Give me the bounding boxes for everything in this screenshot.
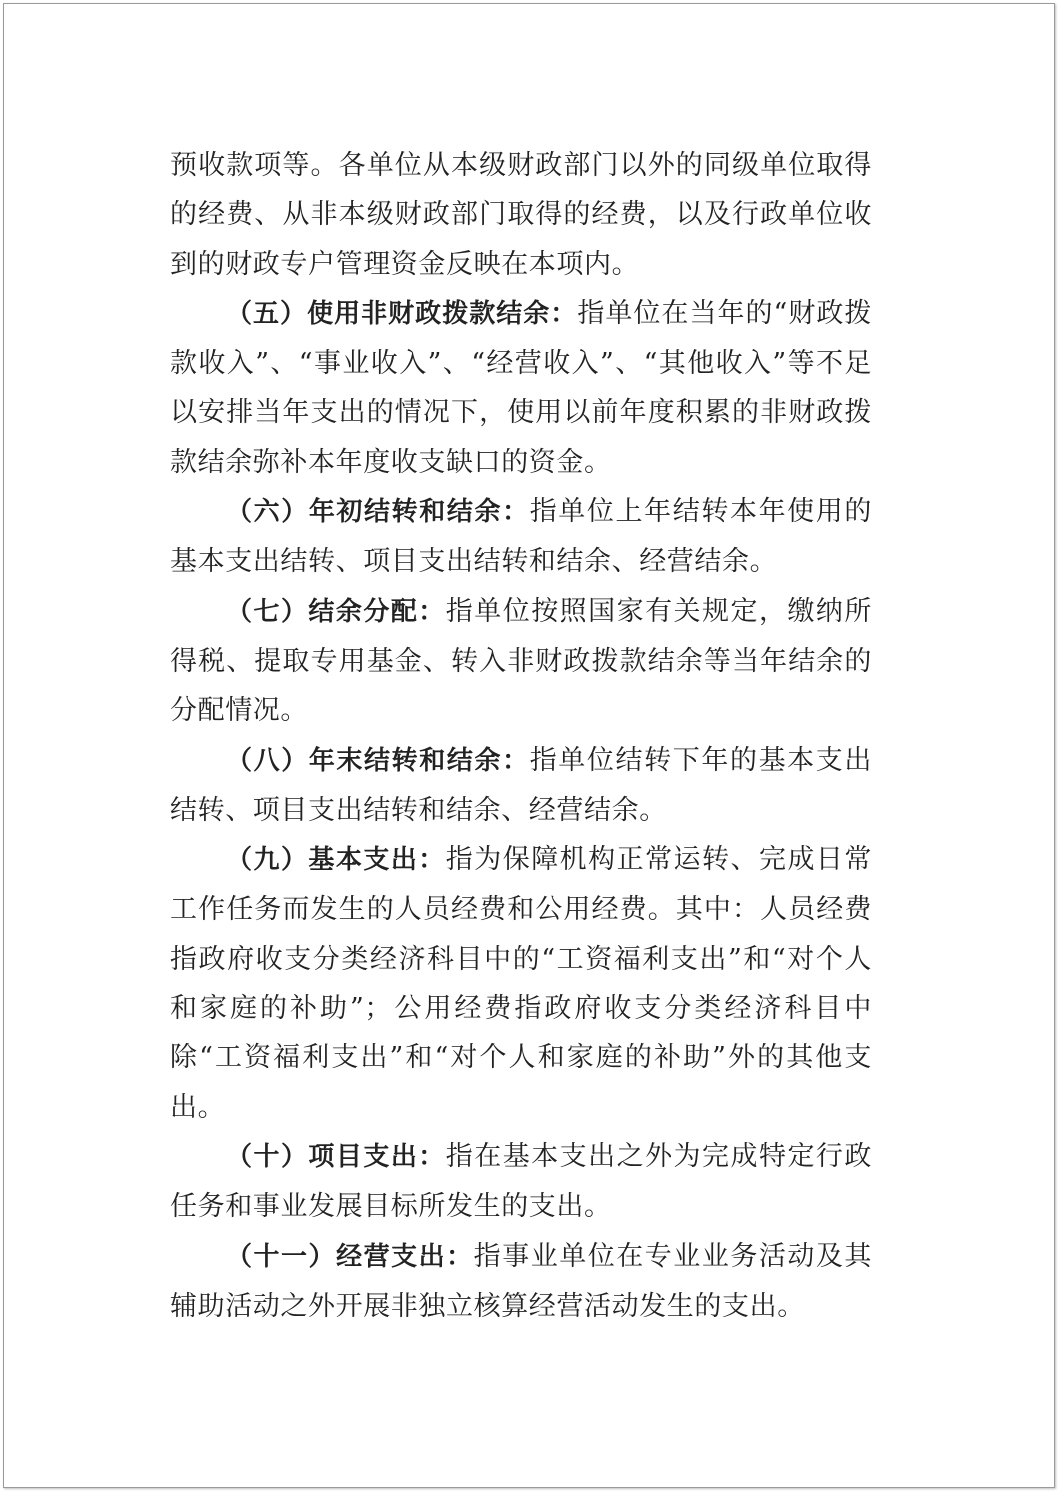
paragraph-text: 指在基本支出之外为完成特定行政任务和事业发展目标所发生的支出。: [170, 1140, 872, 1223]
paragraph-text: 指单位按照国家有关规定，缴纳所得税、提取专用基金、转入非财政拨款结余等当年结余的分配情况。: [170, 595, 872, 727]
paragraph-item-8: [170, 736, 872, 836]
paragraph-continuation: [170, 141, 872, 289]
term-heading: （六）年初结转和结余：: [226, 497, 530, 528]
term-heading: （十一）经营支出：: [226, 1241, 474, 1272]
paragraph-text: 指单位在当年的“财政拨款收入”、“事业收入”、“经营收入”、“其他收入”等不足以安排当年支出的情况下，使用以前年度积累的非财政拨款结余弥补本年度收支缺口的资金。: [170, 297, 872, 478]
paragraph-text: 指为保障机构正常运转、完成日常工作任务而发生的人员经费和公用经费。其中：人员经费指政府收支分类经济科目中的“工资福利支出”和“对个人和家庭的补助”；公用经费指政府收支分类经济科目中除“工资福利支出”和“对个人和家庭的补助”外的其他支出。: [170, 844, 872, 1123]
paragraph-item-10: [170, 1132, 872, 1232]
term-heading: （五）使用非财政拨款结余：: [226, 298, 578, 329]
paragraph-text: 指单位结转下年的基本支出结转、项目支出结转和结余、经营结余。: [170, 744, 872, 826]
term-heading: （十）项目支出：: [226, 1141, 446, 1172]
paragraph-item-5: [170, 289, 872, 487]
paragraph-text: 预收款项等。各单位从本级财政部门以外的同级单位取得的经费、从非本级财政部门取得的经费，以及行政单位收到的财政专户管理资金反映在本项内。: [170, 150, 872, 280]
term-heading: （七）结余分配：: [226, 596, 446, 627]
document-page: [3, 3, 1055, 1488]
term-heading: （九）基本支出：: [226, 845, 446, 876]
paragraph-text: 指事业单位在专业业务活动及其辅助活动之外开展非独立核算经营活动发生的支出。: [170, 1240, 873, 1322]
term-heading: （八）年末结转和结余：: [226, 745, 530, 776]
paragraph-item-7: [170, 587, 872, 736]
paragraph-item-6: [170, 487, 872, 587]
paragraph-text: 指单位上年结转本年使用的基本支出结转、项目支出结转和结余、经营结余。: [170, 496, 872, 578]
document-body: [170, 141, 872, 1331]
paragraph-item-11: [170, 1232, 872, 1332]
paragraph-item-9: [170, 835, 872, 1132]
